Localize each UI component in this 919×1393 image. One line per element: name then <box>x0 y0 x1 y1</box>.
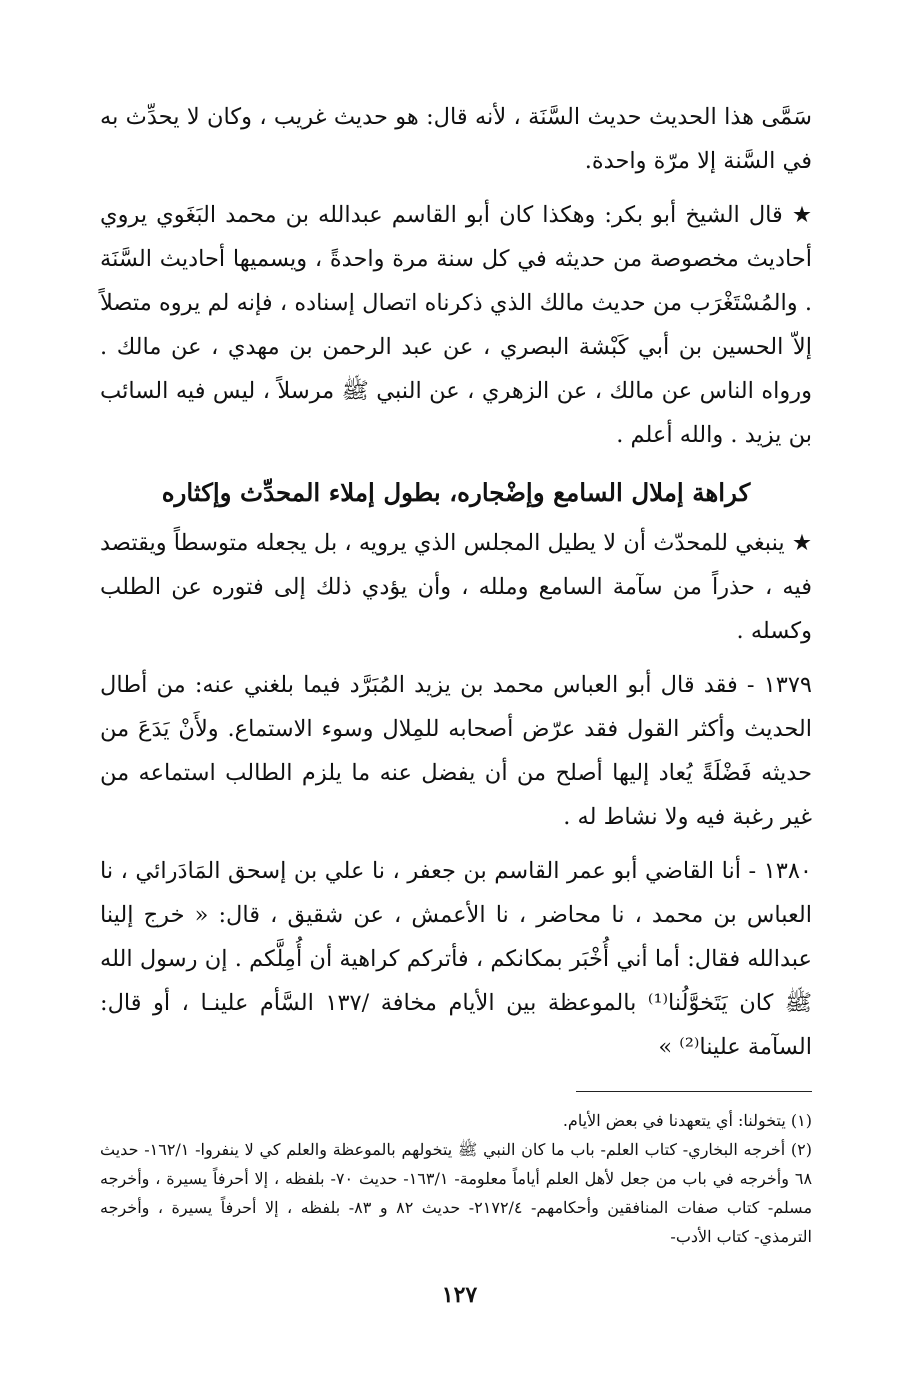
paragraph-gap <box>100 183 812 193</box>
paragraph-hadith-1380: ١٣٨٠ - أنا القاضي أبو عمر القاسم بن جعفر ، نا علي بن إسحق المَادَرائي ، نا العباس بن محمد ، نا محاضر ، نا الأعمش ، عن شقيق ، قال: « خرج إلينا عبدالله فقال: أما أني أُخْبَر بمكانكم ، فأتركم كراهية أن أُمِلَّكم . إن رسول الله ﷺ كان يَتَخوَّلُنا⁽¹⁾ بالموعظة بين الأيام مخافة /١٣٧ السَّأم علينـا ، أو قال: السآمة علينا⁽²⁾ » <box>100 858 812 1060</box>
paragraph-hadith-1379: ١٣٧٩ - فقد قال أبو العباس محمد بن يزيد المُبَرَّد فيما بلغني عنه: من أطال الحديث وأكثر القول فقد عرّض أصحابه للمِلال وسوء الاستماع. ولأَنْ يَدَعَ من حديثه فَضْلَةً يُعاد إليها أصلح من أن يفضل عنه ما يلزم الطالب استماعه من غير رغبة فيه ولا نشاط له . <box>100 672 812 830</box>
section-heading: كراهة إملال السامع وإضْجاره، بطول إملاء المحدِّث وإكثاره <box>161 478 751 507</box>
paragraph-gap <box>100 839 812 849</box>
paragraph-sheikh-comment: ★ قال الشيخ أبو بكر: وهكذا كان أبو القاسم عبدالله بن محمد البَغَوي يروي أحاديث مخصوصة من حديثه في كل سنة مرة واحدةً ، ويسميها أحاديث السَّنَة . والمُسْتَغْرَب من حديث مالك الذي ذكرناه اتصال إسناده ، فإنه لم يروه متصلاً إلاّ الحسين بن أبي كَبْشة البصري ، عن عبد الرحمن بن مهدي ، عن مالك . ورواه الناس عن مالك ، عن الزهري ، عن النبي ﷺ مرسلاً ، ليس فيه السائب بن يزيد . والله أعلم . <box>100 202 812 448</box>
footnote-1: (١) يتخولنا: أي يتعهدنا في بعض الأيام. <box>562 1111 812 1130</box>
paragraph-intro: سَمَّى هذا الحديث حديث السَّنَة ، لأنه قال: هو حديث غريب ، وكان لا يحدِّث به في السَّنة إلا مرّة واحدة. <box>100 104 812 174</box>
paragraph-gap <box>100 653 812 663</box>
page-body <box>100 95 812 1355</box>
paragraph-advice: ★ ينبغي للمحدّث أن لا يطيل المجلس الذي يرويه ، بل يجعله متوسطاً ويقتصد فيه ، حذراً من سآمة السامع وملله ، وأن يؤدي ذلك إلى فتوره عن الطلب وكسله . <box>100 530 812 644</box>
page-number: ١٢٧ <box>441 1282 478 1308</box>
footnote-divider <box>576 1091 812 1092</box>
footnote-2: (٢) أخرجه البخاري- كتاب العلم- باب ما كان النبي ﷺ يتخولهم بالموعظة والعلم كي لا ينفروا- ١٦٢/١- حديث ٦٨ وأخرجه في باب من جعل لأهل العلم أياماً معلومة- ١٦٣/١- حديث ٧٠- بلفظه ، إلا أحرفاً يسيرة ، وأخرجه مسلم- كتاب صفات المنافقين وأحكامهم- ٢١٧٢/٤- حديث ٨٢ و ٨٣- بلفظه ، إلا أحرفاً يسيرة ، وأخرجه الترمذي- كتاب الأدب- <box>100 1140 813 1246</box>
